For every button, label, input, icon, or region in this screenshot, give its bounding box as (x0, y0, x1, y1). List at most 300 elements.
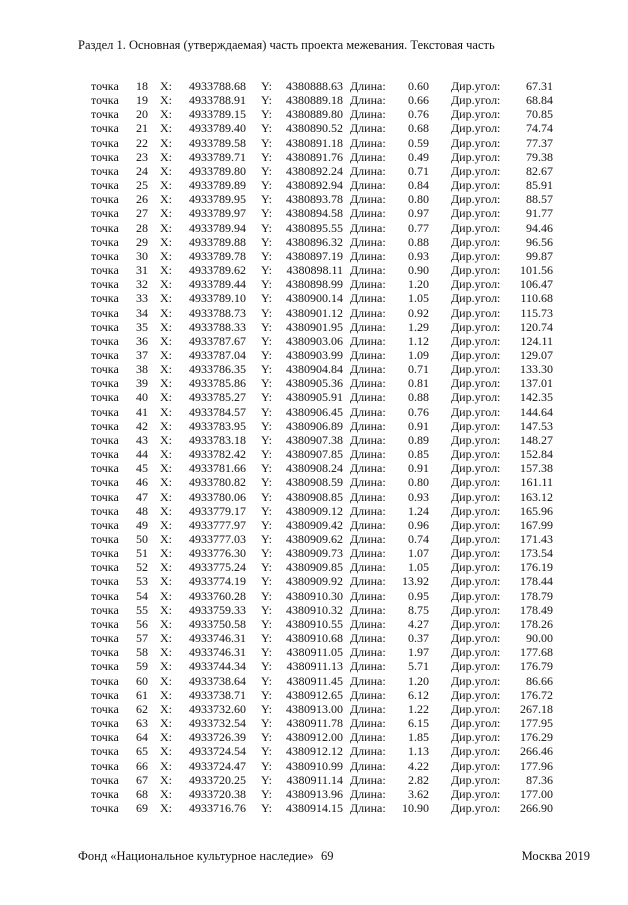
point-label: точка (91, 744, 119, 759)
x-label: X: (160, 305, 172, 320)
y-label: Y: (261, 404, 272, 419)
point-number: 57 (136, 631, 148, 646)
x-label: X: (160, 631, 172, 646)
point-number: 27 (136, 206, 148, 221)
x-value: 4933779.17 (189, 503, 246, 518)
angle-label: Дир.угол: (451, 489, 501, 504)
x-label: X: (160, 404, 172, 419)
x-label: X: (160, 546, 172, 561)
length-label: Длина: (350, 546, 386, 561)
point-number: 39 (136, 376, 148, 391)
point-label: точка (91, 532, 119, 546)
angle-value: 137.01 (520, 376, 553, 391)
point-number: 19 (136, 93, 148, 108)
x-value: 4933732.54 (189, 716, 246, 731)
length-value: 0.92 (408, 305, 429, 320)
angle-label: Дир.угол: (451, 588, 501, 603)
angle-value: 267.18 (520, 701, 553, 716)
y-value: 4380906.45 (286, 404, 343, 419)
angle-label: Дир.угол: (451, 121, 501, 136)
length-label: Длина: (350, 687, 386, 702)
length-value: 6.15 (408, 716, 429, 731)
length-label: Длина: (350, 673, 386, 688)
angle-value: 82.67 (526, 163, 553, 178)
angle-label: Дир.угол: (451, 93, 501, 108)
table-row (0, 107, 628, 121)
point-number: 65 (136, 744, 148, 759)
point-number: 35 (136, 319, 148, 334)
x-value: 4933786.35 (189, 362, 246, 377)
length-label: Длина: (350, 319, 386, 334)
table-row (0, 461, 628, 475)
y-value: 4380914.15 (286, 800, 343, 815)
y-label: Y: (261, 248, 272, 263)
x-value: 4933789.40 (189, 121, 246, 136)
x-label: X: (160, 602, 172, 617)
length-value: 0.37 (408, 631, 429, 646)
angle-value: 70.85 (526, 107, 553, 122)
table-row (0, 744, 628, 758)
x-value: 4933781.66 (189, 461, 246, 476)
y-label: Y: (261, 277, 272, 292)
length-value: 1.20 (408, 277, 429, 292)
point-number: 48 (136, 503, 148, 518)
y-label: Y: (261, 659, 272, 674)
length-label: Длина: (350, 701, 386, 716)
table-row (0, 730, 628, 744)
y-value: 4380913.96 (286, 786, 343, 801)
angle-label: Дир.угол: (451, 687, 501, 702)
point-number: 22 (136, 135, 148, 150)
length-label: Длина: (350, 149, 386, 164)
angle-value: 157.38 (520, 461, 553, 476)
y-label: Y: (261, 616, 272, 631)
point-label: точка (91, 319, 119, 334)
x-value: 4933720.38 (189, 786, 246, 801)
table-row (0, 93, 628, 107)
point-number: 24 (136, 163, 148, 178)
angle-value: 87.36 (526, 772, 553, 787)
table-row (0, 716, 628, 730)
angle-label: Дир.угол: (451, 786, 501, 801)
angle-label: Дир.угол: (451, 206, 501, 221)
table-row (0, 589, 628, 603)
point-number: 37 (136, 347, 148, 362)
x-value: 4933783.18 (189, 432, 246, 447)
angle-value: 147.53 (520, 418, 553, 433)
point-label: точка (91, 390, 119, 405)
point-label: точка (91, 178, 119, 193)
length-value: 0.76 (408, 107, 429, 122)
point-label: точка (91, 248, 119, 263)
length-label: Длина: (350, 347, 386, 362)
point-label: точка (91, 192, 119, 207)
y-label: Y: (261, 687, 272, 702)
point-number: 67 (136, 772, 148, 787)
point-number: 38 (136, 362, 148, 377)
x-label: X: (160, 786, 172, 801)
angle-value: 178.49 (520, 602, 553, 617)
page-header: Раздел 1. Основная (утверждаемая) часть проекта межевания. Текстовая часть (78, 38, 495, 52)
y-label: Y: (261, 744, 272, 759)
length-label: Длина: (350, 716, 386, 731)
length-label: Длина: (350, 532, 386, 546)
x-label: X: (160, 758, 172, 773)
y-value: 4380910.55 (286, 616, 343, 631)
y-label: Y: (261, 588, 272, 603)
angle-value: 165.96 (520, 503, 553, 518)
point-label: точка (91, 461, 119, 476)
x-value: 4933785.27 (189, 390, 246, 405)
length-value: 0.71 (408, 163, 429, 178)
y-label: Y: (261, 263, 272, 278)
point-label: точка (91, 701, 119, 716)
length-value: 1.85 (408, 730, 429, 745)
length-label: Длина: (350, 432, 386, 447)
length-value: 1.05 (408, 291, 429, 306)
angle-value: 96.56 (526, 234, 553, 249)
y-value: 4380890.52 (286, 121, 343, 136)
y-label: Y: (261, 376, 272, 391)
table-row (0, 263, 628, 277)
length-label: Длина: (350, 418, 386, 433)
x-value: 4933774.19 (189, 574, 246, 589)
y-label: Y: (261, 786, 272, 801)
length-label: Длина: (350, 730, 386, 745)
y-label: Y: (261, 503, 272, 518)
angle-label: Дир.угол: (451, 546, 501, 561)
y-label: Y: (261, 333, 272, 348)
point-number: 30 (136, 248, 148, 263)
point-number: 42 (136, 418, 148, 433)
angle-value: 79.38 (526, 149, 553, 164)
length-label: Длина: (350, 163, 386, 178)
point-number: 55 (136, 602, 148, 617)
angle-label: Дир.угол: (451, 800, 501, 815)
point-label: точка (91, 418, 119, 433)
point-label: точка (91, 220, 119, 235)
angle-value: 90.00 (526, 631, 553, 646)
length-value: 0.59 (408, 135, 429, 150)
y-label: Y: (261, 362, 272, 377)
angle-label: Дир.угол: (451, 107, 501, 122)
y-label: Y: (261, 79, 272, 93)
length-value: 0.76 (408, 404, 429, 419)
y-value: 4380889.80 (286, 107, 343, 122)
angle-label: Дир.угол: (451, 192, 501, 207)
y-label: Y: (261, 319, 272, 334)
y-value: 4380892.24 (286, 163, 343, 178)
point-label: точка (91, 121, 119, 136)
length-label: Длина: (350, 588, 386, 603)
point-number: 26 (136, 192, 148, 207)
x-label: X: (160, 588, 172, 603)
angle-value: 88.57 (526, 192, 553, 207)
point-number: 28 (136, 220, 148, 235)
angle-value: 129.07 (520, 347, 553, 362)
length-value: 1.12 (408, 333, 429, 348)
y-label: Y: (261, 432, 272, 447)
y-value: 4380910.32 (286, 602, 343, 617)
length-value: 0.80 (408, 475, 429, 490)
x-label: X: (160, 390, 172, 405)
y-value: 4380901.95 (286, 319, 343, 334)
point-number: 54 (136, 588, 148, 603)
y-label: Y: (261, 546, 272, 561)
point-number: 32 (136, 277, 148, 292)
page-number: 69 (321, 849, 334, 863)
angle-label: Дир.угол: (451, 701, 501, 716)
point-label: точка (91, 546, 119, 561)
x-label: X: (160, 206, 172, 221)
point-number: 43 (136, 432, 148, 447)
x-value: 4933785.86 (189, 376, 246, 391)
length-label: Длина: (350, 79, 386, 93)
y-value: 4380908.24 (286, 461, 343, 476)
length-value: 2.82 (408, 772, 429, 787)
x-label: X: (160, 347, 172, 362)
length-label: Длина: (350, 772, 386, 787)
y-value: 4380912.12 (286, 744, 343, 759)
length-value: 0.89 (408, 432, 429, 447)
length-value: 0.88 (408, 390, 429, 405)
angle-label: Дир.угол: (451, 716, 501, 731)
point-label: точка (91, 730, 119, 745)
point-label: точка (91, 432, 119, 447)
x-label: X: (160, 376, 172, 391)
table-row (0, 348, 628, 362)
x-value: 4933789.80 (189, 163, 246, 178)
length-label: Длина: (350, 248, 386, 263)
x-value: 4933738.71 (189, 687, 246, 702)
length-value: 1.05 (408, 560, 429, 575)
length-value: 0.96 (408, 517, 429, 532)
table-row (0, 546, 628, 560)
x-label: X: (160, 178, 172, 193)
length-value: 0.49 (408, 149, 429, 164)
y-value: 4380904.84 (286, 362, 343, 377)
table-row (0, 362, 628, 376)
length-value: 0.90 (408, 263, 429, 278)
angle-value: 178.44 (520, 574, 553, 589)
y-label: Y: (261, 800, 272, 815)
angle-value: 176.29 (520, 730, 553, 745)
length-label: Длина: (350, 277, 386, 292)
y-value: 4380912.65 (286, 687, 343, 702)
point-label: точка (91, 79, 119, 93)
angle-label: Дир.угол: (451, 305, 501, 320)
length-value: 6.12 (408, 687, 429, 702)
angle-value: 176.72 (520, 687, 553, 702)
angle-value: 177.68 (520, 645, 553, 660)
x-label: X: (160, 319, 172, 334)
angle-value: 148.27 (520, 432, 553, 447)
length-label: Длина: (350, 560, 386, 575)
x-value: 4933777.03 (189, 532, 246, 546)
x-value: 4933789.89 (189, 178, 246, 193)
y-label: Y: (261, 560, 272, 575)
angle-value: 67.31 (526, 79, 553, 93)
length-value: 0.91 (408, 418, 429, 433)
length-label: Длина: (350, 645, 386, 660)
length-label: Длина: (350, 786, 386, 801)
x-value: 4933780.06 (189, 489, 246, 504)
x-label: X: (160, 687, 172, 702)
angle-label: Дир.угол: (451, 347, 501, 362)
point-number: 56 (136, 616, 148, 631)
x-value: 4933784.57 (189, 404, 246, 419)
x-value: 4933776.30 (189, 546, 246, 561)
y-value: 4380910.30 (286, 588, 343, 603)
x-label: X: (160, 333, 172, 348)
angle-label: Дир.угол: (451, 149, 501, 164)
point-label: точка (91, 631, 119, 646)
length-label: Длина: (350, 263, 386, 278)
table-row (0, 504, 628, 518)
point-label: точка (91, 673, 119, 688)
table-row (0, 291, 628, 305)
angle-value: 144.64 (520, 404, 553, 419)
x-label: X: (160, 701, 172, 716)
point-number: 45 (136, 461, 148, 476)
table-row (0, 603, 628, 617)
y-value: 4380903.06 (286, 333, 343, 348)
x-label: X: (160, 447, 172, 462)
length-value: 10.90 (402, 800, 429, 815)
angle-label: Дир.угол: (451, 178, 501, 193)
table-row (0, 306, 628, 320)
length-label: Длина: (350, 234, 386, 249)
table-row (0, 235, 628, 249)
table-row (0, 376, 628, 390)
point-number: 40 (136, 390, 148, 405)
y-label: Y: (261, 447, 272, 462)
point-label: точка (91, 347, 119, 362)
x-value: 4933788.73 (189, 305, 246, 320)
table-row (0, 574, 628, 588)
x-label: X: (160, 800, 172, 815)
table-row (0, 206, 628, 220)
angle-label: Дир.угол: (451, 291, 501, 306)
length-label: Длина: (350, 800, 386, 815)
table-row (0, 390, 628, 404)
angle-value: 74.74 (526, 121, 553, 136)
length-label: Длина: (350, 461, 386, 476)
y-value: 4380896.32 (286, 234, 343, 249)
angle-value: 77.37 (526, 135, 553, 150)
angle-label: Дир.угол: (451, 390, 501, 405)
y-label: Y: (261, 234, 272, 249)
x-value: 4933738.64 (189, 673, 246, 688)
length-label: Длина: (350, 362, 386, 377)
length-value: 1.13 (408, 744, 429, 759)
angle-label: Дир.угол: (451, 503, 501, 518)
angle-label: Дир.угол: (451, 333, 501, 348)
x-value: 4933746.31 (189, 631, 246, 646)
angle-value: 110.68 (520, 291, 553, 306)
length-label: Длина: (350, 220, 386, 235)
angle-label: Дир.угол: (451, 616, 501, 631)
angle-value: 177.00 (520, 786, 553, 801)
y-value: 4380889.18 (286, 93, 343, 108)
point-label: точка (91, 234, 119, 249)
table-row (0, 405, 628, 419)
x-label: X: (160, 574, 172, 589)
y-label: Y: (261, 701, 272, 716)
length-value: 4.27 (408, 616, 429, 631)
y-value: 4380911.05 (286, 645, 343, 660)
angle-label: Дир.угол: (451, 447, 501, 462)
y-value: 4380905.91 (286, 390, 343, 405)
table-row (0, 787, 628, 801)
point-number: 60 (136, 673, 148, 688)
angle-label: Дир.угол: (451, 248, 501, 263)
length-label: Длина: (350, 447, 386, 462)
angle-value: 171.43 (520, 532, 553, 546)
angle-value: 85.91 (526, 178, 553, 193)
length-value: 0.71 (408, 362, 429, 377)
x-value: 4933789.71 (189, 149, 246, 164)
table-row (0, 759, 628, 773)
table-row (0, 334, 628, 348)
point-number: 36 (136, 333, 148, 348)
length-value: 0.60 (408, 79, 429, 93)
table-row (0, 631, 628, 645)
x-value: 4933787.67 (189, 333, 246, 348)
point-number: 66 (136, 758, 148, 773)
x-value: 4933746.31 (189, 645, 246, 660)
point-label: точка (91, 475, 119, 490)
point-number: 59 (136, 659, 148, 674)
length-label: Длина: (350, 744, 386, 759)
table-row (0, 433, 628, 447)
angle-value: 176.19 (520, 560, 553, 575)
table-row (0, 801, 628, 815)
length-value: 0.85 (408, 447, 429, 462)
point-label: точка (91, 602, 119, 617)
x-value: 4933789.94 (189, 220, 246, 235)
y-label: Y: (261, 489, 272, 504)
table-row (0, 773, 628, 787)
point-label: точка (91, 305, 119, 320)
x-value: 4933732.60 (189, 701, 246, 716)
table-row (0, 221, 628, 235)
y-value: 4380909.42 (286, 517, 343, 532)
angle-label: Дир.угол: (451, 163, 501, 178)
x-label: X: (160, 517, 172, 532)
table-row (0, 136, 628, 150)
table-row (0, 192, 628, 206)
angle-label: Дир.угол: (451, 418, 501, 433)
point-number: 51 (136, 546, 148, 561)
y-value: 4380909.92 (286, 574, 343, 589)
point-label: точка (91, 447, 119, 462)
x-value: 4933777.97 (189, 517, 246, 532)
angle-label: Дир.угол: (451, 602, 501, 617)
point-label: точка (91, 687, 119, 702)
y-label: Y: (261, 772, 272, 787)
length-label: Длина: (350, 376, 386, 391)
length-value: 0.77 (408, 220, 429, 235)
angle-value: 161.11 (520, 475, 553, 490)
angle-value: 124.11 (520, 333, 553, 348)
y-value: 4380903.99 (286, 347, 343, 362)
y-label: Y: (261, 517, 272, 532)
point-label: точка (91, 149, 119, 164)
y-value: 4380891.18 (286, 135, 343, 150)
y-label: Y: (261, 645, 272, 660)
angle-label: Дир.угол: (451, 362, 501, 377)
